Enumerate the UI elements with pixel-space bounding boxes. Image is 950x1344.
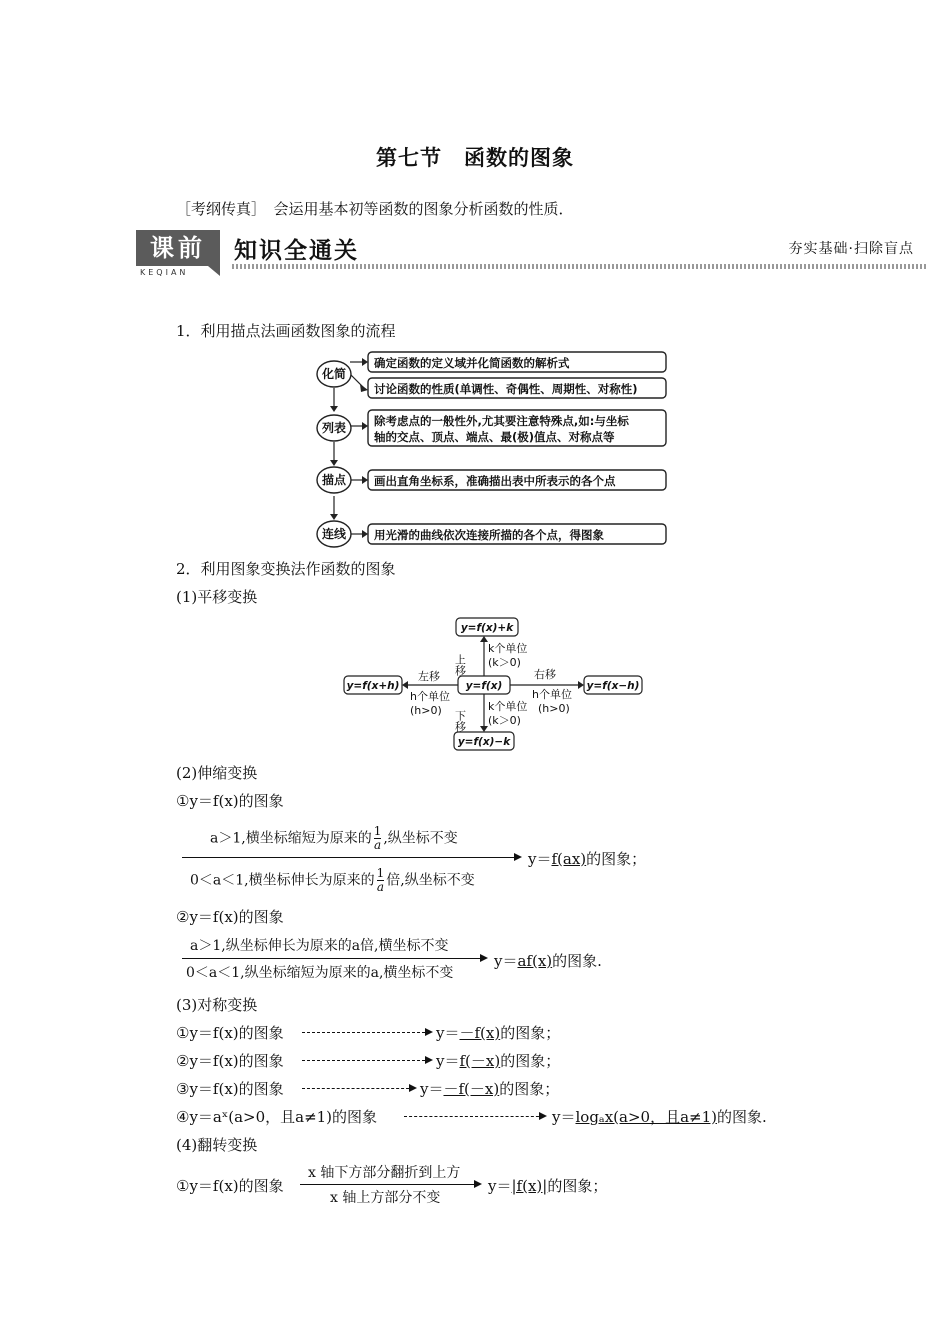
stretch-item1-result: [528, 848, 646, 869]
arrow-head: [402, 681, 408, 689]
banner-tag-pinyin: KEQIAN: [140, 268, 189, 277]
section2-title: 2．利用图象变换法作函数的图象: [176, 560, 396, 578]
banner-dotted-rule: [232, 264, 928, 269]
flip-result: [488, 1175, 607, 1196]
down-function: y=f(x)−k: [457, 736, 511, 748]
flip-item1-head: ①y＝f(x)的图象: [176, 1177, 284, 1195]
stretch-label: (2)伸缩变换: [176, 764, 258, 782]
result-answer: logₐx(a>0，且a≠1): [575, 1108, 717, 1126]
flow-step-text: 确定函数的定义域并化简函数的解析式: [374, 356, 570, 370]
arrow-head: [362, 422, 368, 430]
left-function: y=f(x+h): [346, 680, 400, 692]
result-suffix: 的图象；: [586, 850, 647, 868]
stretch-item2-bottom: 0＜a＜1,纵坐标缩短为原来的a,横坐标不变: [186, 965, 454, 981]
stretch-item1-bottom: [190, 867, 475, 894]
result-prefix: y＝: [494, 952, 518, 970]
symmetry-item-2-result: [436, 1050, 560, 1071]
fraction-numerator: 1: [376, 866, 385, 880]
translate-label: (1)平移变换: [176, 588, 258, 606]
fraction-denominator: a: [373, 838, 382, 852]
flow-step-label: 描点: [321, 473, 347, 487]
result-suffix: 的图象；: [547, 1177, 608, 1195]
stretch-item1-head: ①y＝f(x)的图象: [176, 792, 284, 810]
arrow-head: [362, 358, 368, 366]
transform-arrow: [182, 857, 520, 858]
plotting-flowchart: [310, 350, 672, 548]
transform-arrow: [182, 958, 486, 959]
flip-label: (4)翻转变换: [176, 1136, 258, 1154]
arrow-head: [362, 530, 368, 538]
fraction-denominator: a: [376, 880, 385, 894]
symmetry-item-1-result: [436, 1022, 560, 1043]
result-prefix: y＝: [552, 1108, 576, 1126]
result-answer: |f(x)|: [511, 1177, 548, 1195]
symmetry-item-1-head: ①y＝f(x)的图象: [176, 1024, 284, 1042]
up-move-1: 上移: [453, 654, 467, 676]
banner-heading: 知识全通关: [234, 238, 359, 264]
result-answer: f(ax): [551, 850, 587, 868]
left-h-unit: h个单位: [410, 690, 450, 703]
down-move: 下移: [453, 710, 467, 732]
flip-top: x 轴下方部分翻折到上方: [308, 1165, 461, 1181]
transform-arrow: [302, 1060, 430, 1061]
flow-step-label: 列表: [321, 421, 347, 435]
arrow-head: [362, 476, 368, 484]
translation-diagram: [340, 614, 646, 754]
result-suffix: 的图象.: [716, 1108, 767, 1126]
stretch-item1-top-text: a＞1,横坐标缩短为原来的: [210, 830, 372, 847]
banner-tag-corner: [208, 266, 220, 276]
up-k-cond: (k＞0): [488, 656, 521, 669]
symmetry-item-4-result: [552, 1106, 767, 1127]
section1-title: 1．利用描点法画函数图象的流程: [176, 322, 396, 340]
up-k-unit: k个单位: [488, 642, 528, 655]
center-function: y=f(x): [465, 680, 503, 692]
banner-slogan: 夯实基础·扫除盲点: [788, 241, 914, 257]
flow-step-label: 连线: [321, 527, 347, 541]
symmetry-item-3-head: ③y＝f(x)的图象: [176, 1080, 284, 1098]
result-suffix: 的图象；: [499, 1080, 560, 1098]
result-suffix: 的图象；: [500, 1024, 561, 1042]
stretch-item2-top: a＞1,纵坐标伸长为原来的a倍,横坐标不变: [190, 938, 449, 954]
stretch-item1-bottom-end: 倍,纵坐标不变: [386, 872, 475, 889]
down-k-cond: (k＞0): [488, 714, 521, 727]
right-function: y=f(x−h): [586, 680, 640, 692]
flow-step-text: 除考虑点的一般性外,尤其要注意特殊点,如:与坐标: [374, 414, 629, 428]
flow-step-label: 化简: [321, 367, 347, 381]
result-prefix: y＝: [528, 850, 552, 868]
arrow-head: [330, 514, 338, 520]
arrow-head: [480, 636, 488, 642]
result-prefix: y＝: [436, 1024, 460, 1042]
fraction-numerator: 1: [373, 824, 382, 838]
arrow-head: [330, 406, 338, 412]
stretch-item1-top-end: ,纵坐标不变: [383, 830, 458, 847]
transform-arrow: [404, 1116, 544, 1117]
up-function: y=f(x)+k: [460, 622, 514, 634]
stretch-item1-top: [210, 825, 458, 852]
result-prefix: y＝: [488, 1177, 512, 1195]
symmetry-item-4-head: ④y＝aˣ(a>0，且a≠1)的图象: [176, 1108, 378, 1126]
left-move: 左移: [418, 670, 440, 683]
flow-step-text: 轴的交点、顶点、端点、最(极)值点、对称点等: [374, 430, 615, 444]
flow-step-text: 画出直角坐标系，准确描出表中所表示的各个点: [374, 474, 616, 488]
arrow-head: [480, 726, 488, 732]
stretch-item1-bottom-text: 0＜a＜1,横坐标伸长为原来的: [190, 872, 375, 889]
result-prefix: y＝: [420, 1080, 444, 1098]
transform-arrow: [300, 1184, 480, 1185]
right-h-cond: (h>0): [538, 702, 570, 715]
stretch-item2-result: [494, 950, 602, 971]
section-banner: [136, 230, 928, 278]
flow-step-text: 讨论函数的性质(单调性、奇偶性、周期性、对称性): [374, 382, 638, 396]
down-k-unit: k个单位: [488, 700, 528, 713]
arrow-head: [360, 384, 368, 392]
arrow-head: [330, 460, 338, 466]
result-suffix: 的图象.: [552, 952, 602, 970]
flip-bottom: x 轴上方部分不变: [330, 1190, 441, 1206]
result-answer: －f(x): [459, 1024, 501, 1042]
symmetry-item-3-result: [420, 1078, 559, 1099]
result-answer: －f(－x): [443, 1080, 500, 1098]
transform-arrow: [302, 1088, 414, 1089]
page-title: 第七节 函数的图象: [376, 145, 574, 170]
right-move: 右移: [534, 668, 556, 681]
left-h-cond: (h>0): [410, 704, 442, 717]
fraction: [377, 867, 385, 894]
result-suffix: 的图象；: [500, 1052, 561, 1070]
banner-tag: 课前: [136, 230, 220, 266]
symmetry-label: (3)对称变换: [176, 996, 258, 1014]
arrow-head: [578, 681, 584, 689]
right-h-unit: h个单位: [532, 688, 572, 701]
result-answer: f(－x): [459, 1052, 501, 1070]
symmetry-item-2-head: ②y＝f(x)的图象: [176, 1052, 284, 1070]
syllabus-requirement: ［考纲传真］ 会运用基本初等函数的图象分析函数的性质．: [176, 200, 574, 218]
transform-arrow: [302, 1032, 430, 1033]
stretch-item2-head: ②y＝f(x)的图象: [176, 908, 284, 926]
flow-step-text: 用光滑的曲线依次连接所描的各个点，得图象: [374, 528, 604, 542]
result-prefix: y＝: [436, 1052, 460, 1070]
fraction: [374, 825, 382, 852]
result-answer: af(x): [517, 952, 553, 970]
